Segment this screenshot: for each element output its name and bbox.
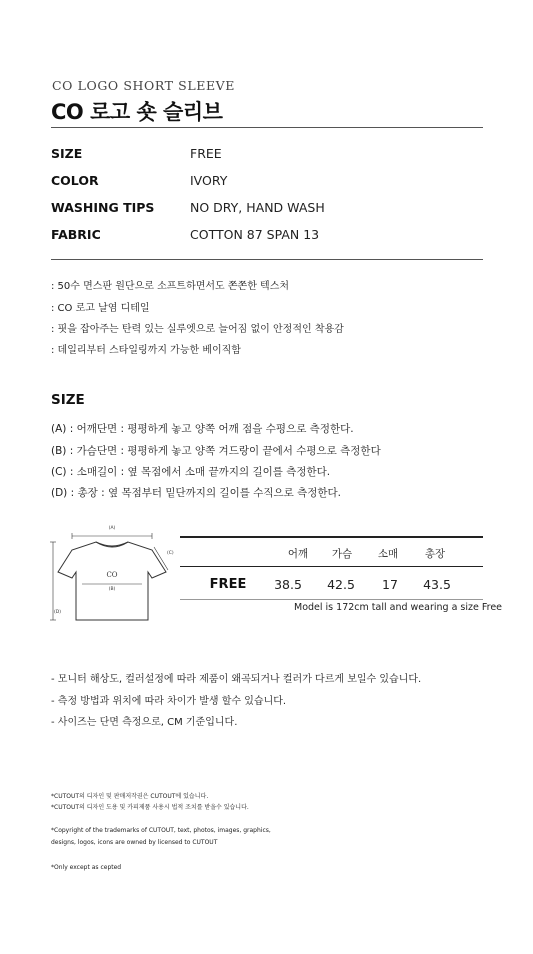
size-section-title: SIZE — [51, 392, 85, 408]
tshirt-collar — [96, 542, 128, 546]
product-title-en: CO LOGO SHORT SLEEVE — [52, 78, 236, 93]
copyright-ko-1: *CUTOUT의 디자인 및 판매저작권은 CUTOUT에 있습니다. — [51, 793, 209, 800]
feature-item: : CO 로고 날염 디테일 — [51, 303, 150, 314]
size-table-cell: 17 — [382, 577, 398, 592]
size-table-row-label: FREE — [209, 577, 247, 592]
spec-value-fabric: COTTON 87 SPAN 13 — [190, 227, 320, 242]
size-table-cell: 38.5 — [274, 577, 302, 592]
copyright-en-1: *Copyright of the trademarks of CUTOUT, text, photos, images, graphics, — [51, 827, 271, 834]
spec-label-washing: WASHING TIPS — [51, 200, 155, 215]
feature-item: : 데일리부터 스타일링까지 가능한 베이직함 — [51, 345, 241, 356]
diagram-label-d: (D) — [54, 610, 61, 615]
size-table-cell: 43.5 — [423, 577, 451, 592]
diagram-label-b: (B) — [108, 587, 116, 592]
size-table-header-rule — [180, 566, 483, 567]
product-title-ko: CO 로고 숏 슬리브 — [51, 100, 223, 124]
size-table-header: 가슴 — [331, 548, 353, 560]
divider-top — [51, 127, 483, 128]
copyright-ko-2: *CUTOUT의 디자인 도용 및 카피제품 사용시 법적 조치를 받을수 있습니다. — [51, 804, 249, 811]
diagram-label-c: (C) — [167, 551, 174, 556]
size-table-cell: 42.5 — [327, 577, 355, 592]
size-table-header: 총장 — [424, 548, 446, 560]
tshirt-diagram — [46, 520, 178, 642]
spec-value-color: IVORY — [190, 173, 228, 188]
size-table — [180, 536, 483, 600]
tshirt-outline — [58, 542, 166, 620]
spec-label-size: SIZE — [51, 146, 83, 161]
tshirt-logo: CO — [106, 571, 118, 579]
measure-guide-item: (C) : 소매길이 : 옆 목점에서 소매 끝까지의 길이를 측정한다. — [51, 466, 331, 478]
disclaimer-item: - 사이즈는 단면 측정으로, CM 기준입니다. — [51, 717, 238, 728]
copyright-en-3: *Only except as cepted — [51, 864, 122, 871]
model-note: Model is 172cm tall and wearing a size Free — [294, 602, 503, 613]
spec-label-color: COLOR — [51, 173, 99, 188]
spec-value-size: FREE — [190, 146, 222, 161]
measure-guide-item: (A) : 어깨단면 : 평평하게 놓고 양쪽 어깨 점을 수평으로 측정한다. — [51, 423, 354, 435]
feature-item: : 핏을 잡아주는 탄력 있는 실루엣으로 늘어짐 없이 안정적인 착용감 — [51, 324, 344, 335]
copyright-en-2: designs, logos, icons are owned by licensed to CUTOUT — [51, 839, 218, 846]
diagram-label-a: (A) — [108, 526, 116, 531]
feature-item: : 50수 면스판 원단으로 소프트하면서도 쫀쫀한 텍스처 — [51, 281, 290, 292]
measure-guide-item: (D) : 총장 : 옆 목점부터 밑단까지의 길이를 수직으로 측정한다. — [51, 487, 342, 499]
spec-label-fabric: FABRIC — [51, 227, 101, 242]
divider-specs — [51, 259, 483, 260]
size-table-header: 소매 — [377, 548, 399, 560]
size-table-header: 어깨 — [287, 548, 309, 560]
spec-value-washing: NO DRY, HAND WASH — [190, 200, 325, 215]
measure-guide-item: (B) : 가슴단면 : 평평하게 놓고 양쪽 겨드랑이 끝에서 수평으로 측정한다 — [51, 445, 381, 457]
disclaimer-item: - 측정 방법과 위치에 따라 차이가 발생 할수 있습니다. — [51, 696, 287, 707]
disclaimer-item: - 모니터 해상도, 컬러설정에 따라 제품이 왜곡되거나 컬러가 다르게 보일수 있습니다. — [51, 674, 422, 685]
